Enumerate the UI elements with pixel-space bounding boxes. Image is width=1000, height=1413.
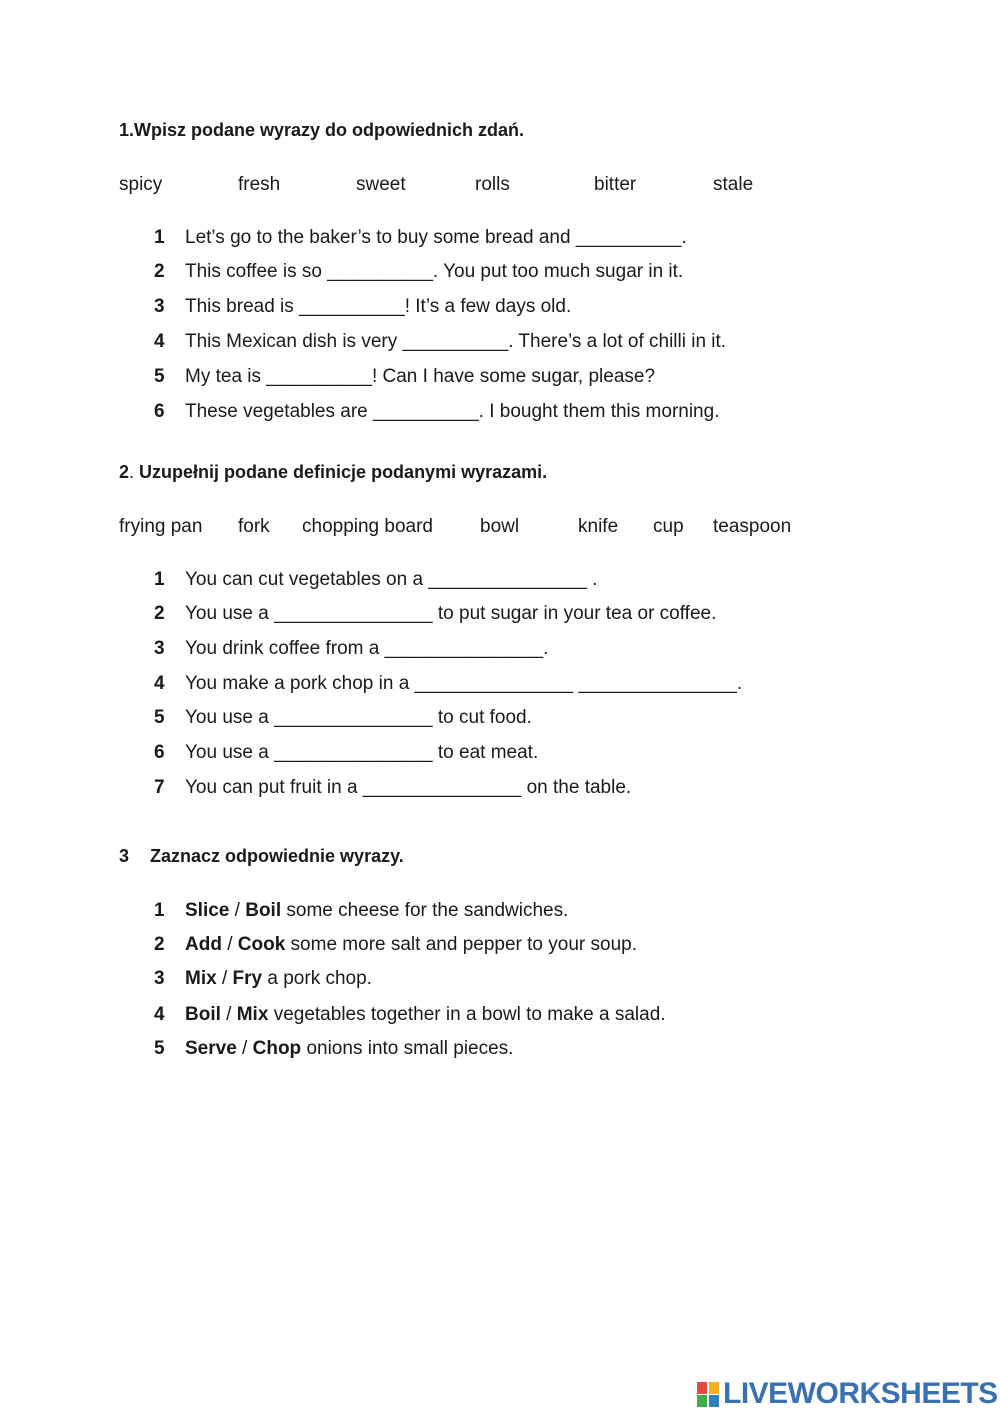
option-1[interactable]: Boil — [185, 1004, 221, 1025]
section1-heading: 1.Wpisz podane wyrazy do odpowiednich zdań. — [119, 120, 525, 140]
item-number: 2 — [154, 261, 165, 282]
item-number: 5 — [154, 1038, 165, 1059]
item-number: 5 — [154, 366, 165, 387]
sentence-rest: some more salt and pepper to your soup. — [285, 934, 637, 955]
item-number: 6 — [154, 742, 165, 763]
item-number: 4 — [154, 1004, 165, 1025]
item-number: 5 — [154, 707, 165, 728]
word-bank-item: bitter — [594, 174, 637, 195]
item-number: 1 — [154, 227, 165, 248]
word-bank-item: bowl — [480, 516, 520, 537]
section2-heading — [119, 462, 547, 483]
item-number: 3 — [154, 638, 165, 659]
option-2[interactable]: Mix — [236, 1004, 269, 1025]
item-number: 4 — [154, 331, 165, 352]
sentence: Let’s go to the baker’s to buy some bread and __________. — [185, 227, 687, 248]
sentence-rest: vegetables together in a bowl to make a salad. — [268, 1004, 666, 1025]
definition: You use a _______________ to eat meat. — [185, 742, 539, 763]
option-2[interactable]: Chop — [252, 1038, 302, 1059]
sentence-rest: onions into small pieces. — [301, 1038, 514, 1059]
logo-square-green — [697, 1395, 707, 1407]
word-bank-item: knife — [578, 516, 619, 537]
word-bank-item: fork — [238, 516, 270, 537]
word-bank-item: frying pan — [119, 516, 203, 537]
definition: You use a _______________ to cut food. — [185, 707, 532, 728]
option-2[interactable]: Fry — [232, 968, 263, 989]
definition: You use a _______________ to put sugar in your tea or coffee. — [185, 603, 717, 624]
liveworksheets-logo-icon — [697, 1380, 721, 1408]
item-number: 2 — [154, 934, 165, 955]
item-number: 1 — [154, 569, 165, 590]
definition: You can put fruit in a _______________ on the table. — [185, 777, 632, 798]
option-2[interactable]: Boil — [245, 900, 282, 921]
item-number: 4 — [154, 673, 165, 694]
item-number: 6 — [154, 401, 165, 422]
word-bank-item: fresh — [238, 174, 281, 195]
logo-square-yellow — [709, 1382, 719, 1394]
sentence: This coffee is so __________. You put too much sugar in it. — [185, 261, 684, 282]
word-bank-item: spicy — [119, 174, 163, 195]
word-bank-item: chopping board — [302, 516, 433, 537]
item-number: 7 — [154, 777, 165, 798]
section3-heading-number: 3 — [119, 846, 130, 866]
word-bank-item: teaspoon — [713, 516, 792, 537]
option-1[interactable]: Serve — [185, 1038, 237, 1059]
sentence: This bread is __________! It’s a few days old. — [185, 296, 572, 317]
option-separator: / — [236, 1038, 253, 1059]
option-1[interactable]: Mix — [185, 968, 217, 989]
section2-heading-number: 2 — [119, 462, 130, 482]
item-number: 2 — [154, 603, 165, 624]
section2-heading-text: Uzupełnij podane definicje podanymi wyrazami. — [139, 462, 548, 482]
option-separator: / — [221, 934, 238, 955]
section3-heading — [119, 846, 404, 867]
item-number: 3 — [154, 296, 165, 317]
logo-square-red — [697, 1382, 707, 1394]
choice-sentence — [185, 900, 568, 922]
logo-square-blue — [709, 1395, 719, 1407]
choice-sentence — [185, 1038, 513, 1060]
sentence: My tea is __________! Can I have some sugar, please? — [185, 366, 656, 387]
liveworksheets-logo-text: LIVEWORKSHEETS — [723, 1377, 998, 1410]
section2-heading-dot: . — [129, 462, 135, 482]
option-separator: / — [229, 900, 246, 921]
sentence: These vegetables are __________. I bought them this morning. — [185, 401, 720, 422]
choice-sentence — [185, 934, 637, 956]
choice-sentence — [185, 1004, 666, 1026]
definition: You make a pork chop in a _______________ _______________. — [185, 673, 743, 694]
sentence-rest: some cheese for the sandwiches. — [281, 900, 569, 921]
option-separator: / — [220, 1004, 237, 1025]
item-number: 3 — [154, 968, 165, 989]
sentence: This Mexican dish is very __________. There’s a lot of chilli in it. — [185, 331, 727, 352]
sentence-rest: a pork chop. — [262, 968, 372, 989]
option-1[interactable]: Slice — [185, 900, 230, 921]
choice-sentence — [185, 968, 372, 990]
definition: You can cut vegetables on a _______________ . — [185, 569, 598, 590]
option-2[interactable]: Cook — [237, 934, 286, 955]
liveworksheets-logo — [697, 1378, 998, 1410]
word-bank-item: stale — [713, 174, 754, 195]
item-number: 1 — [154, 900, 165, 921]
word-bank-item: sweet — [356, 174, 406, 195]
word-bank-item: rolls — [475, 174, 510, 195]
section3-heading-text: Zaznacz odpowiednie wyrazy. — [150, 846, 404, 866]
definition: You drink coffee from a _______________. — [185, 638, 549, 659]
word-bank-item: cup — [653, 516, 684, 537]
option-1[interactable]: Add — [185, 934, 222, 955]
option-separator: / — [216, 968, 233, 989]
